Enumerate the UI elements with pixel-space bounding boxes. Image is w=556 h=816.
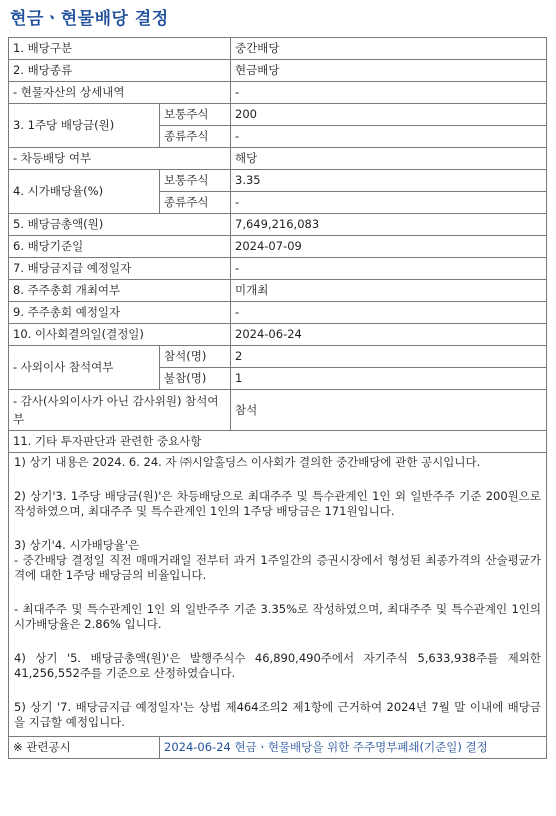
table-row — [9, 453, 547, 737]
table-row — [9, 737, 547, 759]
row-value: 2024-06-24 — [231, 324, 547, 346]
row-label: 9. 주주총회 예정일자 — [9, 302, 231, 324]
note-spacer — [14, 470, 541, 489]
note-line: 1) 상기 내용은 2024. 6. 24. 자 ㈜시알홀딩스 이사회가 결의한 중간배당에 관한 공시입니다. — [14, 455, 481, 469]
section-heading: 11. 기타 투자판단과 관련한 중요사항 — [9, 431, 547, 453]
row-value: 미개최 — [231, 280, 547, 302]
table-row — [9, 324, 547, 346]
table-row — [9, 236, 547, 258]
row-value: 200 — [231, 104, 547, 126]
table-row — [9, 38, 547, 60]
table-row — [9, 346, 547, 368]
row-value: 참석 — [231, 390, 547, 431]
row-label: 1. 배당구분 — [9, 38, 231, 60]
row-label: 6. 배당기준일 — [9, 236, 231, 258]
notes-body — [9, 453, 547, 737]
page-title: 현금ㆍ현물배당 결정 — [10, 9, 169, 29]
table-row — [9, 302, 547, 324]
row-label: 4. 시가배당율(%) — [9, 170, 160, 214]
row-value: 2 — [231, 346, 547, 368]
note-line: 4) 상기 '5. 배당금총액(원)'은 발행주식수 46,890,490주에서 자기주식 5,633,938주를 제외한 41,256,552주를 기준으로 산정하였습니다. — [14, 651, 542, 680]
table-row — [9, 214, 547, 236]
table-row — [9, 390, 547, 431]
row-value: 2024-07-09 — [231, 236, 547, 258]
row-sublabel: 참석(명) — [160, 346, 231, 368]
row-label: 5. 배당금총액(원) — [9, 214, 231, 236]
disclosure-table — [8, 37, 547, 759]
row-sublabel: 보통주식 — [160, 170, 231, 192]
table-row — [9, 280, 547, 302]
table-row — [9, 431, 547, 453]
row-sublabel: 불참(명) — [160, 368, 231, 390]
row-label: - 사외이사 참석여부 — [9, 346, 160, 390]
row-sublabel: 보통주식 — [160, 104, 231, 126]
row-value: 3.35 — [231, 170, 547, 192]
row-label: 8. 주주총회 개최여부 — [9, 280, 231, 302]
row-label: 3. 1주당 배당금(원) — [9, 104, 160, 148]
row-value: - — [231, 192, 547, 214]
note-spacer — [14, 681, 541, 700]
row-value: - — [231, 258, 547, 280]
row-label: 10. 이사회결의일(결정일) — [9, 324, 231, 346]
table-row — [9, 82, 547, 104]
row-value: 1 — [231, 368, 547, 390]
table-row — [9, 60, 547, 82]
related-label: ※ 관련공시 — [9, 737, 160, 759]
table-row — [9, 258, 547, 280]
related-disclosure-link[interactable]: 2024-06-24 현금ㆍ현물배당을 위한 주주명부폐쇄(기준일) 결정 — [160, 737, 547, 759]
row-label: - 감사(사외이사가 아닌 감사위원) 참석여부 — [9, 390, 231, 431]
note-line: 5) 상기 '7. 배당금지급 예정일자'는 상법 제464조의2 제1항에 근거하여 2024년 7월 말 이내에 배당금을 지급할 예정입니다. — [14, 700, 542, 729]
note-line: - 최대주주 및 특수관계인 1인 외 일반주주 기준 3.35%로 작성하였으며, 최대주주 및 특수관계인 1인의 시가배당율은 2.86% 입니다. — [14, 602, 542, 631]
note-line: - 중간배당 결정일 직전 매매거래일 전부터 과거 1주일간의 증권시장에서 형성된 최종가격의 산술평균가격에 대한 1주당 배당금의 비율입니다. — [14, 553, 542, 582]
note-line: 3) 상기'4. 시가배당율'은 — [14, 538, 140, 552]
row-value: - — [231, 82, 547, 104]
row-value: 중간배당 — [231, 38, 547, 60]
row-value: - — [231, 302, 547, 324]
note-spacer — [14, 583, 541, 602]
note-spacer — [14, 519, 541, 538]
table-row — [9, 148, 547, 170]
row-value: 7,649,216,083 — [231, 214, 547, 236]
row-value: 현금배당 — [231, 60, 547, 82]
row-sublabel: 종류주식 — [160, 192, 231, 214]
row-label: - 차등배당 여부 — [9, 148, 231, 170]
row-value: 해당 — [231, 148, 547, 170]
table-row — [9, 104, 547, 126]
row-label: 7. 배당금지급 예정일자 — [9, 258, 231, 280]
note-spacer — [14, 632, 541, 651]
table-row — [9, 170, 547, 192]
row-label: 2. 배당종류 — [9, 60, 231, 82]
row-label: - 현물자산의 상세내역 — [9, 82, 231, 104]
row-sublabel: 종류주식 — [160, 126, 231, 148]
row-value: - — [231, 126, 547, 148]
note-line: 2) 상기'3. 1주당 배당금(원)'은 차등배당으로 최대주주 및 특수관계인 1인 외 일반주주 기준 200원으로 작성하였으며, 최대주주 및 특수관계인 1인의 1주당 배당금은 171원입니다. — [14, 489, 542, 518]
